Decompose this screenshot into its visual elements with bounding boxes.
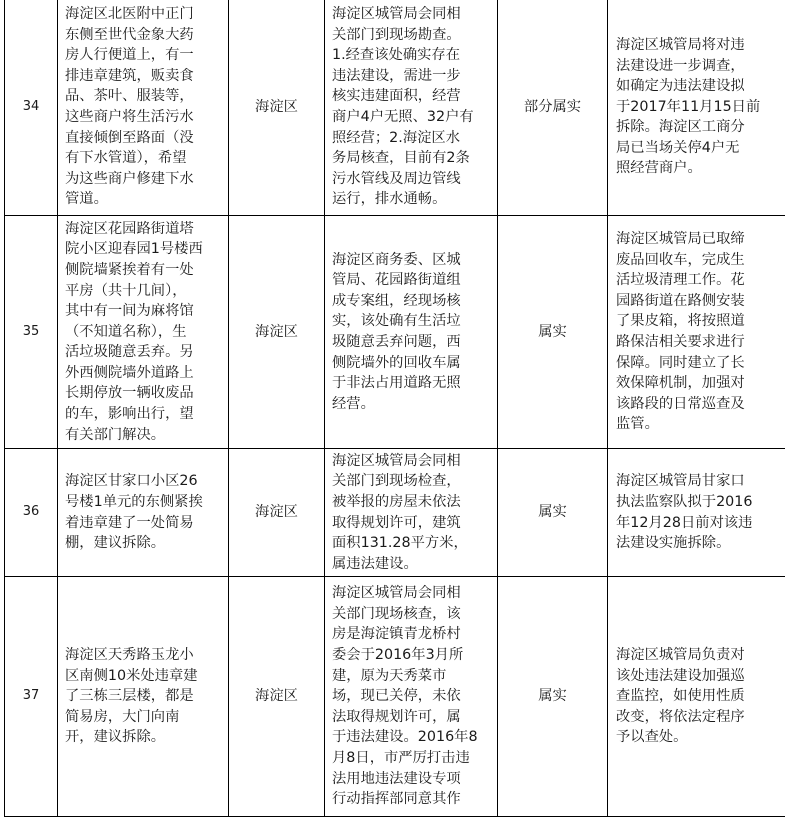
row-number-cell — [5, 216, 58, 449]
result-text: 海淀区城管局甘家口 执法监察队拟于2016 年12月28日前对该违 法建设实施拆除。 — [608, 471, 785, 553]
district-cell — [229, 449, 325, 577]
verification-text: 海淀区城管局会同相 关部门现场核查，该 房是海淀镇青龙桥村 委会于2016年3月所 建，原为天秀菜市 场，现已关停，未依 法取得规划许可，属 于违法建设。2016年8 月8日，市严厉打击违 法用地违法建设专项 行动指挥部同意其作 — [325, 583, 497, 810]
table-row — [5, 449, 785, 577]
verdict-text: 属实 — [498, 686, 607, 707]
verdict-cell — [498, 0, 608, 216]
district-text: 海淀区 — [229, 97, 324, 118]
verdict-cell — [498, 216, 608, 449]
result-cell — [608, 449, 785, 577]
result-text: 海淀区城管局已取缔 废品回收车，完成生 活垃圾清理工作。花 园路街道在路侧安装 了果皮箱，将按照道 路保洁相关要求进行 保障。同时建立了长 效保障机制，加强对 该路段的日常巡查及 监管。 — [608, 229, 785, 435]
verification-cell — [325, 449, 498, 577]
verification-text: 海淀区商务委、区城 管局、花园路街道组 成专案组，经现场核 实，该处确有生活垃 圾随意丢弃问题，西 侧院墙外的回收车属 于非法占用道路无照 经营。 — [325, 250, 497, 415]
table-row — [5, 577, 785, 817]
verification-cell — [325, 216, 498, 449]
result-cell — [608, 0, 785, 216]
verification-text: 海淀区城管局会同相 关部门到现场检查， 被举报的房屋未依法 取得规划许可，建筑 面积131.28平方米， 属违法建设。 — [325, 451, 497, 575]
result-cell — [608, 216, 785, 449]
result-text: 海淀区城管局负责对 该处违法建设加强巡 查监控，如使用性质 改变，将依法定程序 予以查处。 — [608, 645, 785, 748]
district-text: 海淀区 — [229, 502, 324, 523]
district-text: 海淀区 — [229, 322, 324, 343]
district-cell — [229, 216, 325, 449]
verification-cell — [325, 0, 498, 216]
table-row — [5, 0, 785, 216]
verdict-text: 属实 — [498, 502, 607, 523]
report-text: 海淀区北医附中正门 东侧至世代金象大药 房人行便道上，有一 排违章建筑，贩卖食 品、茶叶、服装等， 这些商户将生活污水 直接倾倒至路面（没 有下水管道），希望 为这些商户修建下水 管道。 — [58, 4, 228, 210]
row-number-cell — [5, 0, 58, 216]
verdict-text: 属实 — [498, 322, 607, 343]
table-row — [5, 216, 785, 449]
complaint-table — [4, 0, 785, 817]
report-cell — [58, 577, 229, 817]
row-number: 37 — [5, 686, 57, 707]
verdict-cell — [498, 577, 608, 817]
row-number: 36 — [5, 502, 57, 523]
report-cell — [58, 0, 229, 216]
row-number-cell — [5, 577, 58, 817]
district-cell — [229, 0, 325, 216]
verdict-text: 部分属实 — [498, 97, 607, 118]
row-number-cell — [5, 449, 58, 577]
row-number: 34 — [5, 97, 57, 118]
report-text: 海淀区花园路街道塔 院小区迎春园1号楼西 侧院墙紧挨着有一处 平房（共十几间）， 其中有一间为麻将馆 （不知道名称），生 活垃圾随意丢弃。另 外西侧院墙外道路上 长期停放一辆收废品 的车，影响出行，望 有关部门解决。 — [58, 219, 228, 446]
district-text: 海淀区 — [229, 686, 324, 707]
row-number: 35 — [5, 322, 57, 343]
report-text: 海淀区甘家口小区26 号楼1单元的东侧紧挨 着违章建了一处简易 棚，建议拆除。 — [58, 471, 228, 553]
district-cell — [229, 577, 325, 817]
verification-text: 海淀区城管局会同相 关部门到现场勘查。 1.经查该处确实存在 违法建设，需进一步 核实违建面积，经营 商户4户无照、32户有 照经营；2.海淀区水 务局核查，目前有2条 污水管线及周边管线 运行，排水通畅。 — [325, 4, 497, 210]
verdict-cell — [498, 449, 608, 577]
report-cell — [58, 216, 229, 449]
report-text: 海淀区天秀路玉龙小 区南侧10米处违章建 了三栋三层楼，都是 简易房，大门向南 开，建议拆除。 — [58, 645, 228, 748]
result-text: 海淀区城管局将对违 法建设进一步调查， 如确定为违法建设拟 于2017年11月15日前 拆除。海淀区工商分 局已当场关停4户无 照经营商户。 — [608, 35, 785, 179]
report-cell — [58, 449, 229, 577]
verification-cell — [325, 577, 498, 817]
result-cell — [608, 577, 785, 817]
